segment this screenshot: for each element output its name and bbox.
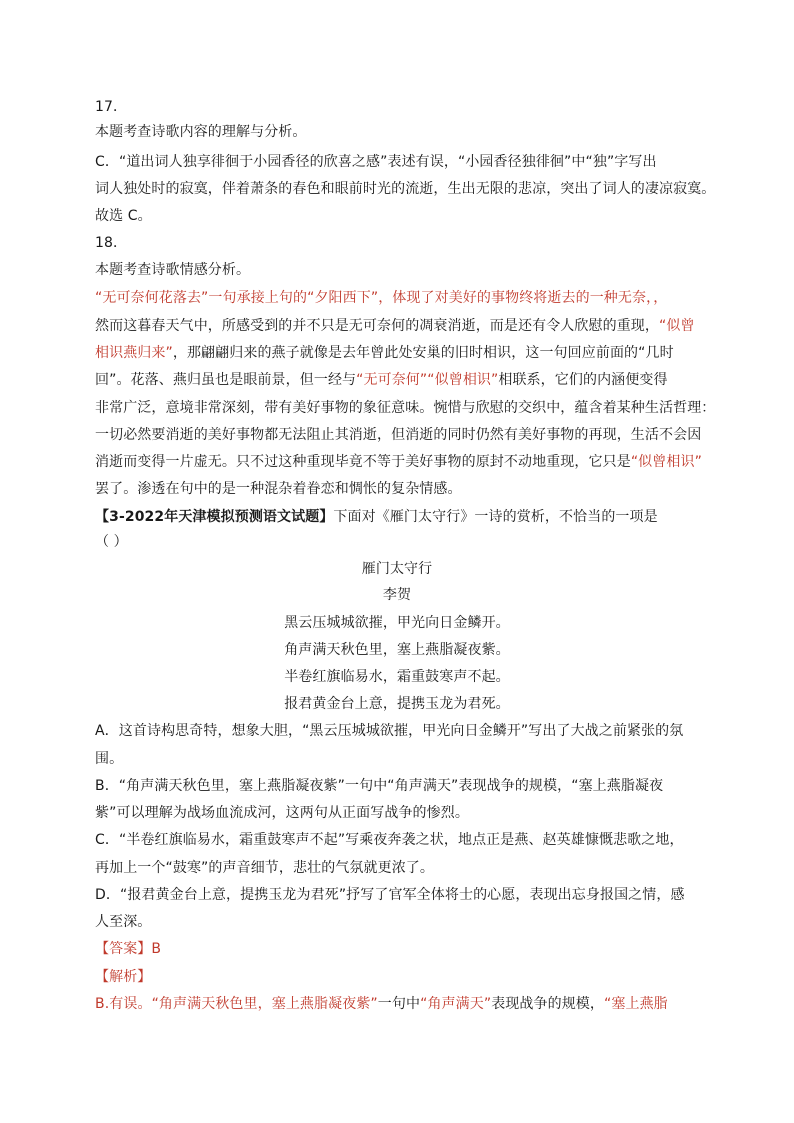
- question-18-analysis-line-3: 相识燕归来”，那翩翩归来的燕子就像是去年曾此处安巢的旧时相识，这一句回应前面的“几时: [95, 345, 674, 361]
- option-a-line-2: 围。: [95, 751, 124, 767]
- question-18-topic: 本题考查诗歌情感分析。: [95, 262, 251, 278]
- analysis-line-1: B.有误。“角声满天秋色里，塞上燕脂凝夜紫”一句中“角声满天”表现战争的规模，“塞上燕脂: [95, 996, 668, 1012]
- poem-title: 雁门太守行: [361, 561, 433, 577]
- question-18-analysis-line-7: 消逝而变得一片虚无。只不过这种重现毕竟不等于美好事物的原封不动地重现，它只是“似曾相识”: [95, 454, 702, 470]
- option-b-line-1: B．“角声满天秋色里，塞上燕脂凝夜紫”一句中“角声满天”表现战争的规模，“塞上燕脂凝夜: [95, 778, 664, 794]
- analysis-label: 【解析】: [95, 969, 152, 985]
- question-17-conclusion: 故选 C。: [95, 208, 152, 224]
- question-18-number: 18．: [95, 235, 128, 251]
- option-d-line-2: 人至深。: [95, 914, 152, 930]
- option-d-line-1: D．“报君黄金台上意，提携玉龙为君死”抒写了官军全体将士的心愿，表现出忘身报国之情，感: [95, 887, 685, 903]
- question-17-topic: 本题考查诗歌内容的理解与分析。: [95, 124, 307, 140]
- question-18-analysis-line-2: 然而这暮春天气中，所感受到的并不只是无可奈何的凋衰消逝，而是还有令人欣慰的重现，“似曾: [95, 318, 695, 334]
- poem-author: 李贺: [382, 587, 412, 603]
- question-17-analysis-line-1: C．“道出词人独享徘徊于小园香径的欣喜之感”表述有误，“小园香径独徘徊”中“独”字写出: [95, 154, 657, 170]
- question-18-analysis-line-1: “无可奈何花落去”一句承接上句的“夕阳西下”，体现了对美好的事物终将逝去的一种无奈，，: [95, 290, 668, 306]
- question-18-analysis-line-6: 一切必然要消逝的美好事物都无法阻止其消逝，但消逝的同时仍然有美好事物的再现，生活不会因: [95, 427, 702, 443]
- option-b-line-2: 紫”可以理解为战场血流成河，这两句从正面写战争的惨烈。: [95, 805, 469, 821]
- poem-line-1: 黑云压城城欲摧，甲光向日金鳞开。: [284, 615, 510, 631]
- poem-line-3: 半卷红旗临易水，霜重鼓寒声不起。: [284, 669, 510, 685]
- question-17-number: 17．: [95, 99, 128, 115]
- question-18-analysis-line-4: 回”。花落、燕归虽也是眼前景，但一经与“无可奈何”“似曾相识”相联系，它们的内涵便变得: [95, 372, 668, 388]
- question-18-analysis-line-5: 非常广泛，意境非常深刻，带有美好事物的象征意味。惋惜与欣慰的交织中，蕴含着某种生活哲理：: [95, 400, 716, 416]
- question-3-source: 【3-2022年天津模拟预测语文试题】: [95, 509, 334, 525]
- answer-label: 【答案】B: [95, 941, 162, 957]
- option-a-line-1: A．这首诗构思奇特，想象大胆，“黑云压城城欲摧，甲光向日金鳞开”写出了大战之前紧张的氛: [95, 723, 684, 739]
- question-17-analysis-line-2: 词人独处时的寂寞，伴着萧条的春色和眼前时光的流逝，生出无限的悲凉，突出了词人的凄凉寂寞。: [95, 181, 716, 197]
- poem-line-4: 报君黄金台上意，提携玉龙为君死。: [284, 696, 510, 712]
- option-c-line-1: C．“半卷红旗临易水，霜重鼓寒声不起”写乘夜奔袭之状，地点正是燕、赵英雄慷慨悲歌之地，: [95, 832, 684, 848]
- question-18-analysis-line-8: 罢了。渗透在句中的是一种混杂着眷恋和惆怅的复杂情感。: [95, 481, 462, 497]
- question-3-stem: 【3-2022年天津模拟预测语文试题】下面对《雁门太守行》一诗的赏析，不恰当的一项是: [95, 509, 658, 525]
- option-c-line-2: 再加上一个“鼓寒”的声音细节，悲壮的气氛就更浓了。: [95, 860, 435, 876]
- question-3-answer-blank: （ ）: [95, 534, 128, 550]
- poem-line-2: 角声满天秋色里，塞上燕脂凝夜紫。: [284, 642, 510, 658]
